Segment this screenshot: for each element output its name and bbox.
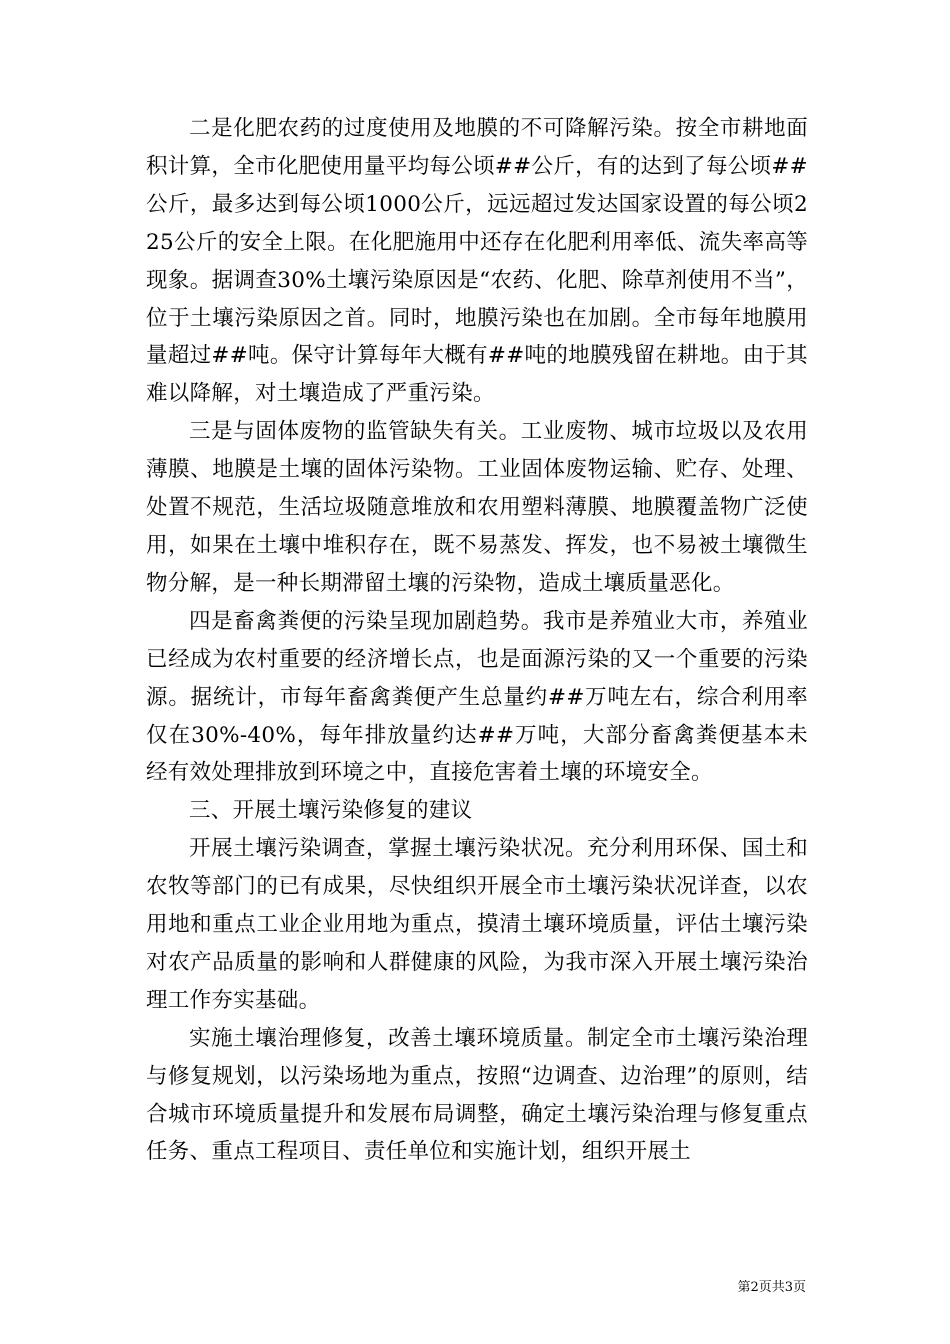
document-body <box>146 110 808 1171</box>
section-heading-remediation: 三、开展土壤污染修复的建议 <box>189 798 473 824</box>
paragraph-livestock-manure: 四是畜禽粪便的污染呈现加剧趋势。我市是养殖业大市，养殖业已经成为农村重要的经济增长点，也是面源污染的又一个重要的污染源。据统计，市每年畜禽粪便产生总量约##万吨左右，综合利用率仅在30%-40%，每年排放量约达##万吨，大部分畜禽粪便基本未经有效处理排放到环境之中，直接危害着土壤的环境安全。 <box>146 608 808 786</box>
paragraph-fertilizer-pesticide: 二是化肥农药的过度使用及地膜的不可降解污染。按全市耕地面积计算，全市化肥使用量平均每公顷##公斤，有的达到了每公顷##公斤，最多达到每公顷1000公斤，远远超过发达国家设置的每公顷225公斤的安全上限。在化肥施用中还存在化肥利用率低、流失率高等现象。据调查30%土壤污染原因是“农药、化肥、除草剂使用不当”，位于土壤污染原因之首。同时，地膜污染也在加剧。全市每年地膜用量超过##吨。保守计算每年大概有##吨的地膜残留在耕地。由于其难以降解，对土壤造成了严重污染。 <box>146 116 808 407</box>
page-number: 第2页共3页 <box>737 1280 806 1295</box>
paragraph-soil-remediation: 实施土壤治理修复，改善土壤环境质量。制定全市土壤污染治理与修复规划，以污染场地为重点，按照“边调查、边治理”的原则，结合城市环境质量提升和发展布局调整，确定土壤污染治理与修复重点任务、重点工程项目、责任单位和实施计划，组织开展土 <box>146 1025 808 1165</box>
paragraph-soil-survey: 开展土壤污染调查，掌握土壤污染状况。充分利用环保、国土和农牧等部门的已有成果，尽快组织开展全市土壤污染状况详查，以农用地和重点工业企业用地为重点，摸清土壤环境质量，评估土壤污染对农产品质量的影响和人群健康的风险，为我市深入开展土壤污染治理工作夯实基础。 <box>146 836 808 1013</box>
paragraph-solid-waste: 三是与固体废物的监管缺失有关。工业废物、城市垃圾以及农用薄膜、地膜是土壤的固体污染物。工业固体废物运输、贮存、处理、处置不规范，生活垃圾随意堆放和农用塑料薄膜、地膜覆盖物广泛使用，如果在土壤中堆积存在，既不易蒸发、挥发，也不易被土壤微生物分解，是一种长期滞留土壤的污染物，造成土壤质量恶化。 <box>146 419 808 596</box>
